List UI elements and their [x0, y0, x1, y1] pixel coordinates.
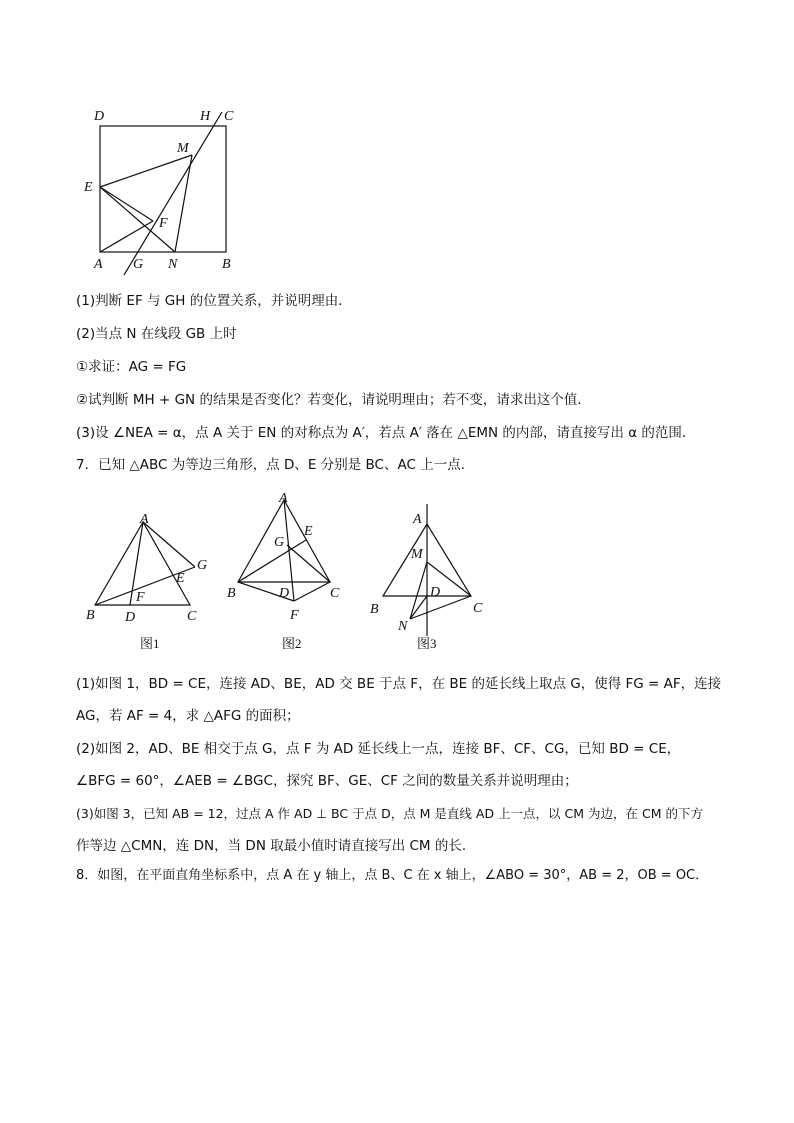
q8-stem: 8．如图，在平面直角坐标系中，点 A 在 y 轴上，点 B、C 在 x 轴上，∠ABO = 30°，AB = 2，OB = OC．: [76, 868, 709, 883]
label-F: F: [159, 216, 168, 231]
fig2-label-A: A: [279, 491, 288, 506]
line-EM: [100, 155, 192, 187]
line-MN: [175, 155, 192, 252]
q7-part2-line2: ∠BFG = 60°，∠AEB = ∠BGC，探究 BF、GE、CF 之间的数量关系并说明理由；: [76, 773, 578, 789]
q6-part3: (3)设 ∠NEA = α，点 A 关于 EN 的对称点为 A′，若点 A′ 落在 △EMN 的内部，请直接写出 α 的范围．: [76, 425, 696, 441]
figure-square: [80, 100, 250, 280]
fig3-caption: 图3: [417, 636, 437, 651]
fig1-label-F: F: [136, 590, 145, 605]
q7-part2-line1: (2)如图 2，AD、BE 相交于点 G，点 F 为 AD 延长线上一点，连接 BF、CF、CG，已知 BD = CE，: [76, 741, 681, 757]
fig2-label-D: D: [279, 586, 290, 601]
figure-3: [365, 496, 490, 656]
fig2-caption: 图2: [282, 636, 302, 651]
q6-part2-i: ①求证：AG = FG: [76, 359, 187, 375]
fig3-label-N: N: [398, 619, 408, 634]
label-D: D: [94, 109, 105, 124]
fig2-label-C: C: [330, 586, 340, 601]
q7-stem: 7．已知 △ABC 为等边三角形，点 D、E 分别是 BC、AC 上一点．: [76, 457, 475, 473]
fig1-label-B: B: [86, 608, 95, 623]
label-B: B: [222, 257, 231, 272]
label-E: E: [84, 180, 93, 195]
q6-part2-ii: ②试判断 MH + GN 的结果是否变化？若变化，请说明理由；若不变，请求出这个值．: [76, 392, 591, 408]
q6-part2: (2)当点 N 在线段 GB 上时: [76, 326, 237, 342]
label-N: N: [168, 257, 178, 272]
fig2-label-G: G: [274, 535, 285, 550]
square-ABCD: [100, 126, 226, 252]
figure-2: [224, 488, 354, 655]
label-G: G: [133, 257, 144, 272]
fig1-label-C: C: [187, 609, 197, 624]
line-AG: [143, 522, 195, 567]
fig2-label-B: B: [227, 586, 236, 601]
q7-part1-line1: (1)如图 1，BD = CE，连接 AD、BE，AD 交 BE 于点 F，在 BE 的延长线上取点 G，使得 FG = AF，连接: [76, 676, 722, 692]
fig1-caption: 图1: [140, 636, 160, 651]
line-AF: [100, 221, 153, 252]
figure-1: [80, 510, 220, 655]
fig2-label-F: F: [290, 608, 299, 623]
label-A: A: [94, 257, 103, 272]
q7-part3-line2: 作等边 △CMN，连 DN，当 DN 取最小值时请直接写出 CM 的长．: [76, 838, 476, 854]
label-C: C: [224, 109, 234, 124]
fig3-label-B: B: [370, 602, 379, 617]
label-H: H: [200, 109, 211, 124]
fig1-label-E: E: [176, 571, 185, 586]
line-CG: [287, 545, 330, 582]
fig3-label-D: D: [430, 585, 441, 600]
line-MN: [410, 562, 427, 619]
q7-part1-line2: AG，若 AF = 4，求 △AFG 的面积；: [76, 708, 300, 724]
fig3-label-M: M: [411, 547, 423, 562]
line-BE: [238, 540, 306, 582]
fig1-label-A: A: [140, 512, 149, 527]
line-CF: [294, 582, 330, 601]
q7-part3-line1: (3)如图 3，已知 AB = 12，过点 A 作 AD ⊥ BC 于点 D，点 M 是直线 AD 上一点，以 CM 为边，在 CM 的下方: [76, 806, 703, 821]
fig1-label-D: D: [125, 610, 136, 625]
label-M: M: [177, 141, 189, 156]
fig3-label-C: C: [473, 601, 483, 616]
fig2-label-E: E: [304, 524, 313, 539]
line-EF: [100, 187, 153, 221]
q6-part1: (1)判断 EF 与 GH 的位置关系，并说明理由．: [76, 293, 352, 309]
fig1-label-G: G: [197, 558, 208, 573]
fig3-label-A: A: [413, 512, 422, 527]
